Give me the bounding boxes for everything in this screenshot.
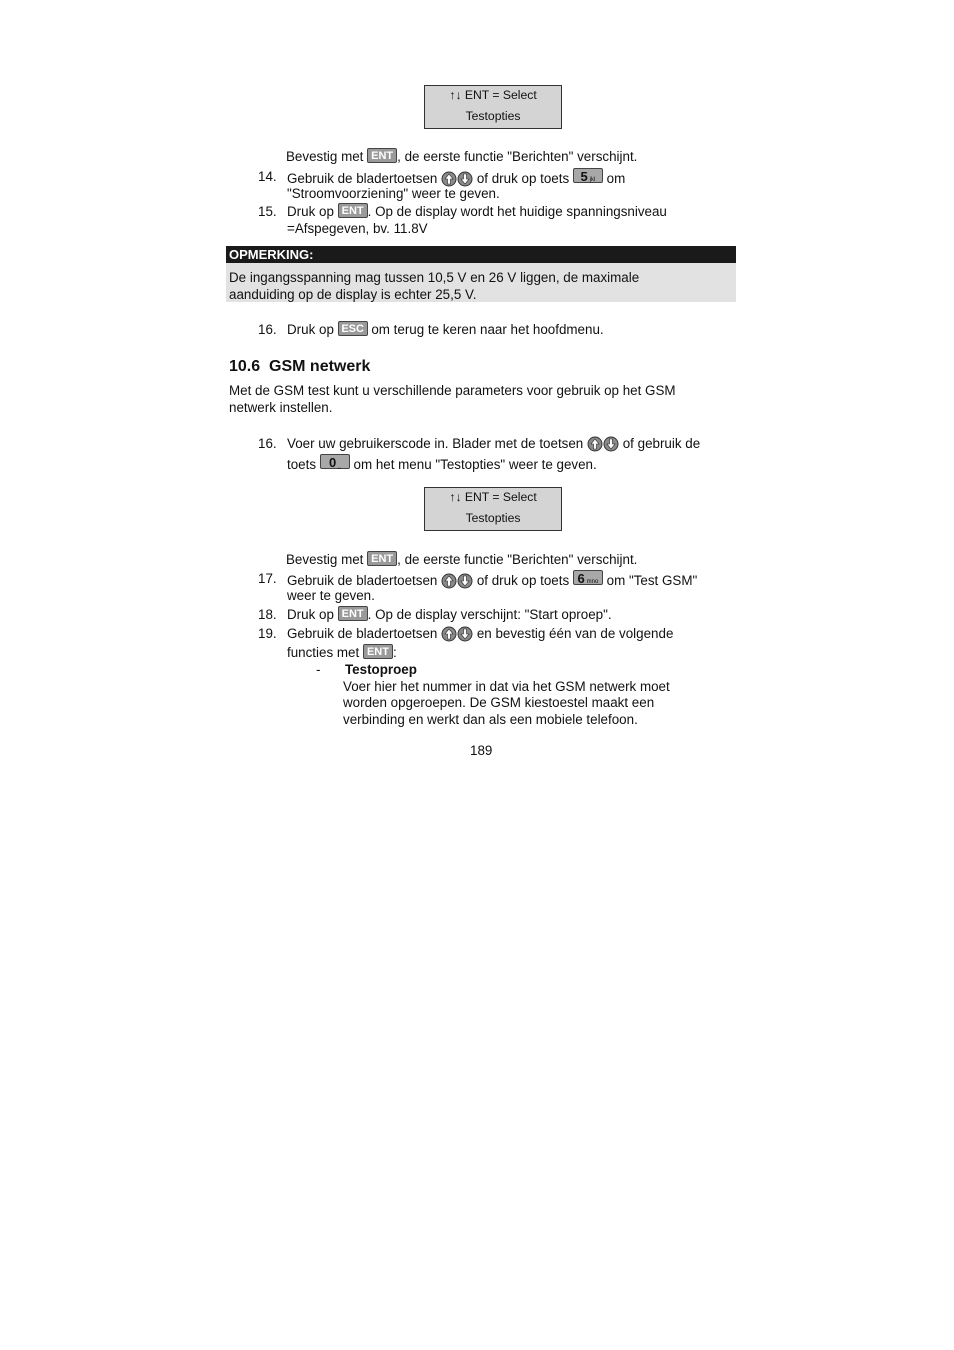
lcd-line-2: Testopties [465,109,521,123]
key-6-icon: 6 mno [573,570,603,585]
scroll-arrows-icon [441,625,473,642]
esc-key-icon: ESC [338,321,368,336]
step-17: Gebruik de bladertoetsen of druk op toets 6 mno om "Test GSM" [287,571,698,588]
step-19: Gebruik de bladertoetsen en bevestig één van de volgende [287,626,674,641]
step-19-line-2: functies met ENT : [287,645,397,660]
ent-key-icon: ENT [363,644,393,659]
note-header: OPMERKING: [226,246,736,263]
bullet-title: Testoproep [345,662,417,677]
note-line-1: De ingangsspanning mag tussen 10,5 V en 26 V liggen, de maximale [229,270,640,285]
bullet-line-3: verbinding en werkt dan als een mobiele telefoon. [343,712,638,727]
step-16b: Voer uw gebruikerscode in. Blader met de toetsen of gebruik de [287,436,701,451]
scroll-arrows-icon [441,572,473,589]
intro-line-1: Met de GSM test kunt u verschillende parameters voor gebruik op het GSM [229,383,676,398]
confirm-line-1: Bevestig met ENT , de eerste functie "Berichten" verschijnt. [286,149,638,164]
ent-key-icon: ENT [338,203,368,218]
step-16b-number: 16. [258,436,277,451]
step-18-number: 18. [258,607,277,622]
step-17-number: 17. [258,571,277,586]
page-number: 189 [470,743,493,758]
ent-key-icon: ENT [338,606,368,621]
ent-key-icon: ENT [367,551,397,566]
step-18: Druk op ENT . Op de display verschijnt: "Start oproep". [287,607,612,622]
lcd-line-1: ↑↓ ENT = Select [449,490,537,504]
step-16a-number: 16. [258,322,277,337]
lcd-display-2 [424,487,562,531]
key-5-icon: 5 jkl [573,168,603,183]
note-line-2: aanduiding op de display is echter 25,5 V. [229,287,477,302]
bullet-line-2: worden opgeroepen. De GSM kiestoestel maakt een [343,695,655,710]
step-14-number: 14. [258,169,277,184]
note-body [226,263,736,302]
step-17-line-2: weer te geven. [287,588,375,603]
key-0-icon: 0 ⎵ [320,454,350,469]
step-14: Gebruik de bladertoetsen of druk op toets 5 jkl om [287,169,626,186]
scroll-arrows-icon [587,435,619,452]
step-15-number: 15. [258,204,277,219]
step-16b-line-2: toets 0 ⎵ om het menu "Testopties" weer te geven. [287,455,597,472]
lcd-line-2: Testopties [465,511,521,525]
section-heading: 10.6 GSM netwerk [229,358,371,375]
intro-line-2: netwerk instellen. [229,400,333,415]
bullet-line-1: Voer hier het nummer in dat via het GSM netwerk moet [343,679,670,694]
ent-key-icon: ENT [367,148,397,163]
lcd-display-1 [424,85,562,129]
step-14-line-2: "Stroomvoorziening" weer te geven. [287,186,500,201]
step-15: Druk op ENT . Op de display wordt het huidige spanningsniveau [287,204,667,219]
step-16a: Druk op ESC om terug te keren naar het hoofdmenu. [287,322,604,337]
lcd-line-1: ↑↓ ENT = Select [449,88,537,102]
step-19-number: 19. [258,626,277,641]
confirm-line-2: Bevestig met ENT , de eerste functie "Berichten" verschijnt. [286,552,638,567]
step-15-line-2: =Afspegeven, bv. 11.8V [287,221,428,236]
bullet-dash: - [316,662,321,677]
